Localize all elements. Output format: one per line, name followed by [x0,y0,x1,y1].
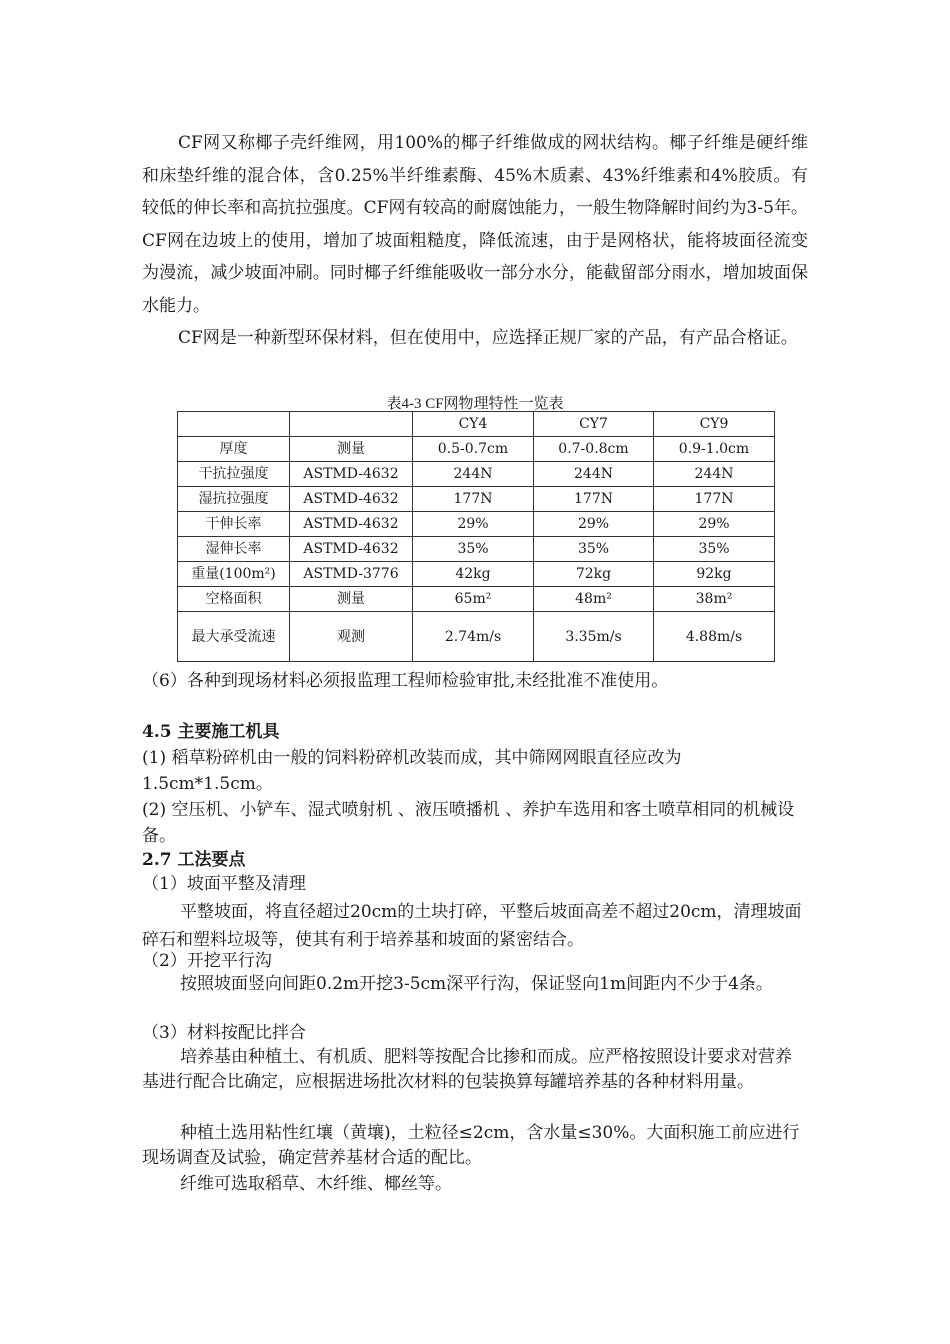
table-cell: 干抗拉强度 [178,462,290,487]
table-cell: 244N [413,462,534,487]
step-3-body-3: 纤维可选取稻草、木纤维、椰丝等。 [180,1174,452,1194]
table-cell: ASTMD-3776 [290,562,413,587]
table-row [178,612,775,662]
table-cell: 4.88m/s [654,612,775,662]
table-cell [178,412,290,437]
table-cell: 0.9-1.0cm [654,437,775,462]
section-4-5-item-2: (2) 空压机、小铲车、湿式喷射机 、液压喷播机 、养护车选用和客土喷草相同的机械设备。 [142,800,795,846]
table-cell: 42kg [413,562,534,587]
table-row [178,562,775,587]
note-6: （6）各种到现场材料必须报监理工程师检验审批,未经批准不准使用。 [142,671,669,691]
table-cell: 38m² [654,587,775,612]
table-cell: CY4 [413,412,534,437]
table-cell: 35% [654,537,775,562]
table-cell: 65m² [413,587,534,612]
paragraph-cf-net-note: CF网是一种新型环保材料，但在使用中，应选择正规厂家的产品，有产品合格证。 [178,328,798,348]
table-cell: ASTMD-4632 [290,462,413,487]
step-1-title: （1）坡面平整及清理 [142,874,306,894]
table-cell: ASTMD-4632 [290,537,413,562]
table-header-row [178,412,775,437]
table-row [178,512,775,537]
section-4-5-item-1: (1) 稻草粉碎机由一般的饲料粉碎机改装而成，其中筛网网眼直径应改为1.5cm*1.5cm。 [142,748,682,794]
table-cell: 29% [654,512,775,537]
table-cell: 空格面积 [178,587,290,612]
table-cell: 观测 [290,612,413,662]
table-cell: 3.35m/s [534,612,654,662]
table-cell: 2.74m/s [413,612,534,662]
table-cell: 177N [534,487,654,512]
step-3-body-1: 培养基由种植土、有机质、肥料等按配合比掺和而成。应严格按照设计要求对营养基进行配合比确定，应根据进场批次材料的包装换算每罐培养基的各种材料用量。 [142,1047,792,1092]
table-cell: ASTMD-4632 [290,512,413,537]
table-cell: 湿伸长率 [178,537,290,562]
section-heading-2-7: 2.7 工法要点 [142,850,246,870]
table-row [178,437,775,462]
section-heading-4-5: 4.5 主要施工机具 [142,722,280,742]
table-row [178,537,775,562]
table-cell: 177N [654,487,775,512]
table-cell: 177N [413,487,534,512]
table-cell: 244N [654,462,775,487]
table-cell: 干伸长率 [178,512,290,537]
cf-properties-table [177,411,775,662]
table-cell: ASTMD-4632 [290,487,413,512]
table-cell: 测量 [290,587,413,612]
table-cell: 重量(100m²) [178,562,290,587]
table-cell: 35% [534,537,654,562]
step-3-title: （3）材料按配比拌合 [142,1023,306,1043]
table-cell: 湿抗拉强度 [178,487,290,512]
table-row [178,462,775,487]
table-cell: 92kg [654,562,775,587]
table-row [178,487,775,512]
table-cell: 0.7-0.8cm [534,437,654,462]
table-cell [290,412,413,437]
paragraph-cf-net-intro: CF网又称椰子壳纤维网，用100%的椰子纤维做成的网状结构。椰子纤维是硬纤维和床垫纤维的混合体，含0.25%半纤维素酶、45%木质素、43%纤维素和4%胶质。有较低的伸长率和高抗拉强度。CF网有较高的耐腐蚀能力，一般生物降解时间约为3-5年。CF网在边坡上的使用，增加了坡面粗糙度，降低流速，由于是网格状，能将坡面径流变为漫流，减少坡面冲刷。同时椰子纤维能吸收一部分水分，能截留部分雨水，增加坡面保水能力。 [142,133,808,316]
table-body [178,412,775,662]
table-cell: 最大承受流速 [178,612,290,662]
table-cell: 29% [413,512,534,537]
step-3-body-2: 种植土选用粘性红壤（黄壤)，土粒径≤2cm，含水量≤30%。大面积施工前应进行现场调查及试验，确定营养基材合适的配比。 [142,1123,800,1168]
table-cell: 0.5-0.7cm [413,437,534,462]
table-cell: 35% [413,537,534,562]
table-row [178,587,775,612]
step-2-title: （2）开挖平行沟 [142,951,272,971]
table-caption: 表4-3 CF网物理特性一览表 [386,396,564,412]
table-cell: 29% [534,512,654,537]
table-cell: 测量 [290,437,413,462]
step-1-body: 平整坡面，将直径超过20cm的土块打碎，平整后坡面高差不超过20cm，清理坡面碎石和塑料垃圾等，使其有利于培养基和坡面的紧密结合。 [142,902,802,950]
table-cell: 72kg [534,562,654,587]
table-cell: 48m² [534,587,654,612]
table-cell: CY9 [654,412,775,437]
table-cell: 厚度 [178,437,290,462]
table-cell: CY7 [534,412,654,437]
table-cell: 244N [534,462,654,487]
step-2-body: 按照坡面竖向间距0.2m开挖3-5cm深平行沟，保证竖向1m间距内不少于4条。 [180,974,773,994]
